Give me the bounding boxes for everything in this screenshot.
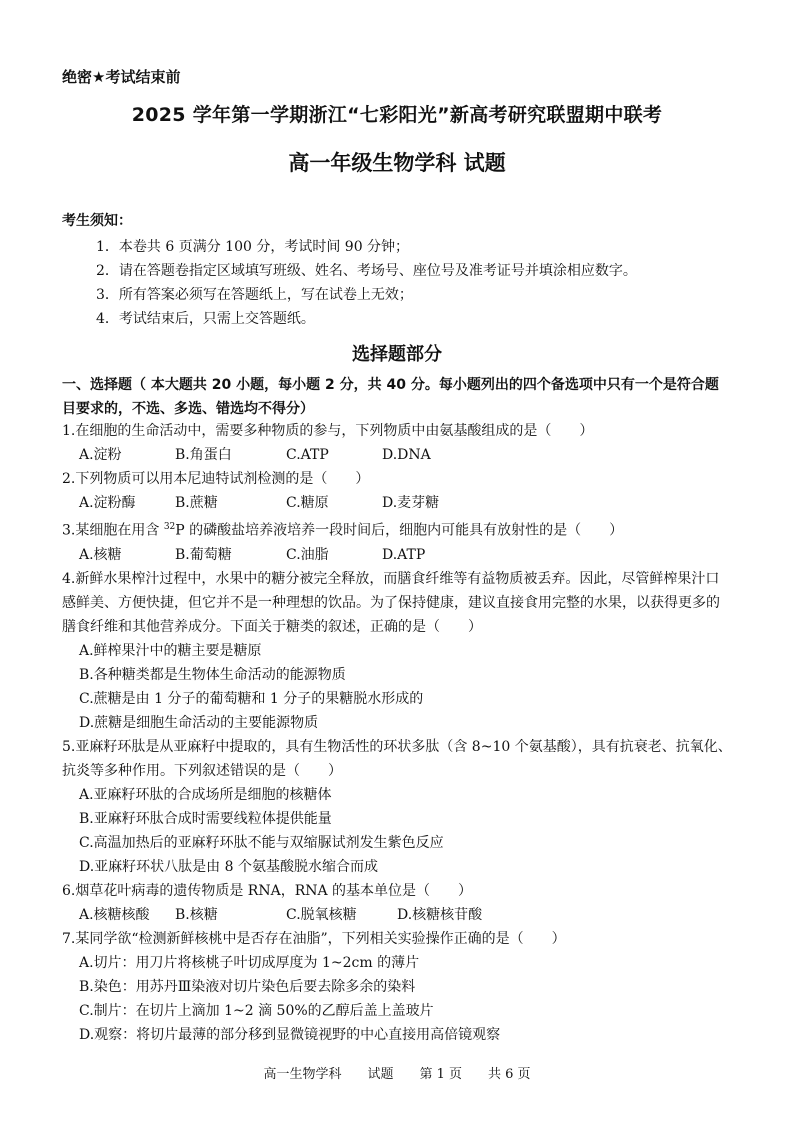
question-list	[62, 419, 732, 1047]
question-4	[62, 567, 732, 735]
question-stem: 2.下列物质可以用本尼迪特试剂检测的是（ ）	[62, 471, 370, 487]
stem-text: P 的磷酸盐培养液培养一段时间后，细胞内可能具有放射性的是（ ）	[175, 522, 624, 539]
notice-item: 4．考试结束后，只需上交答题纸。	[96, 311, 315, 327]
question-stem: 5.亚麻籽环肽是从亚麻籽中提取的，具有生物活性的环状多肽（含 8~10 个氨基酸），具有抗衰老、抗氧化、抗炎等多种作用。下列叙述错误的是（ ）	[62, 738, 732, 779]
option-d: D.核糖核苷酸	[397, 906, 483, 923]
option-a: A.切片：用刀片将核桃子叶切成厚度为 1~2cm 的薄片	[79, 954, 420, 971]
option-b: B.核糖	[175, 906, 218, 923]
question-3	[62, 515, 732, 567]
option-d: D.亚麻籽环状八肽是由 8 个氨基酸脱水缩合而成	[79, 858, 378, 875]
notice-item: 1．本卷共 6 页满分 100 分，考试时间 90 分钟；	[96, 239, 410, 255]
option-a: A.亚麻籽环肽的合成场所是细胞的核糖体	[79, 786, 332, 803]
option-row	[62, 491, 732, 515]
notice-item: 3．所有答案必须写在答题纸上，写在试卷上无效；	[96, 287, 413, 303]
option-row	[62, 443, 732, 467]
option-d: D.观察：将切片最薄的部分移到显微镜视野的中心直接用高倍镜观察	[79, 1026, 501, 1043]
question-6	[62, 879, 732, 927]
notice-item: 2．请在答题卷指定区域填写班级、姓名、考场号、座位号及准考证号并填涂相应数字。	[96, 263, 637, 279]
option-d: D.蔗糖是细胞生命活动的主要能源物质	[79, 714, 319, 731]
question-1	[62, 419, 732, 467]
option-a: A.淀粉	[79, 447, 122, 463]
option-c: C.高温加热后的亚麻籽环肽不能与双缩脲试剂发生紫色反应	[79, 834, 444, 851]
question-7	[62, 927, 732, 1047]
option-a: A.核糖	[79, 546, 122, 563]
question-stem: 1.在细胞的生命活动中，需要多种物质的参与，下列物质中由氨基酸组成的是（ ）	[62, 423, 594, 439]
option-d: D.ATP	[382, 546, 426, 563]
notice-list	[96, 235, 637, 331]
option-c: C.蔗糖是由 1 分子的葡萄糖和 1 分子的果糖脱水形成的	[79, 690, 424, 707]
option-b: B.亚麻籽环肽合成时需要线粒体提供能量	[79, 810, 332, 827]
section-title: 选择题部分	[352, 344, 442, 365]
option-a: A.淀粉酶	[79, 495, 136, 511]
question-stem: 7.某同学欲“检测新鲜核桃中是否存在油脂”，下列相关实验操作正确的是（ ）	[62, 930, 566, 947]
option-a: A.鲜榨果汁中的糖主要是糖原	[79, 642, 262, 659]
question-stem	[62, 515, 732, 543]
subject-title: 高一年级生物学科 试题	[288, 151, 506, 175]
page-footer: 高一生物学科 试题 第 1 页 共 6 页	[263, 1067, 531, 1082]
option-b: B.各种糖类都是生物体生命活动的能源物质	[79, 666, 346, 683]
question-5	[62, 735, 732, 879]
option-c: C.油脂	[286, 546, 329, 563]
stem-text: 3.某细胞在用含	[62, 522, 164, 539]
question-stem: 4.新鲜水果榨汁过程中，水果中的糖分被完全释放，而膳食纤维等有益物质被丢弃。因此，尽管鲜榨果汁口感鲜美、方便快捷，但它并不是一种理想的饮品。为了保持健康，建议直接食用完整的水果，以获得更多的膳食纤维和其他营养成分。下面关于糖类的叙述，正确的是（ ）	[62, 570, 720, 635]
question-stem: 6.烟草花叶病毒的遗传物质是 RNA，RNA 的基本单位是（ ）	[62, 882, 473, 899]
option-c: C.脱氧核糖	[286, 906, 357, 923]
option-b: B.蔗糖	[175, 495, 218, 511]
option-d: D.麦芽糖	[382, 495, 440, 511]
part-heading: 一、选择题（ 本大题共 20 小题，每小题 2 分，共 40 分。每小题列出的四个备选项中只有一个是符合题目要求的，不选、多选、错选均不得分）	[62, 377, 719, 417]
option-row	[62, 903, 732, 927]
exam-title: 2025 学年第一学期浙江“七彩阳光”新高考研究联盟期中联考	[131, 104, 663, 126]
option-b: B.葡萄糖	[175, 546, 232, 563]
option-b: B.角蛋白	[175, 447, 232, 463]
option-d: D.DNA	[382, 447, 431, 463]
option-b: B.染色：用苏丹Ⅲ染液对切片染色后要去除多余的染料	[79, 978, 416, 995]
option-c: C.制片：在切片上滴加 1~2 滴 50%的乙醇后盖上盖玻片	[79, 1002, 434, 1019]
confidential-label: 绝密★考试结束前	[62, 68, 181, 86]
isotope-superscript: 32	[163, 522, 176, 532]
option-a: A.核糖核酸	[79, 906, 150, 923]
question-2	[62, 467, 732, 515]
option-c: C.糖原	[286, 495, 329, 511]
option-row	[62, 543, 732, 567]
notice-heading: 考生须知：	[62, 213, 132, 229]
option-c: C.ATP	[286, 447, 329, 463]
